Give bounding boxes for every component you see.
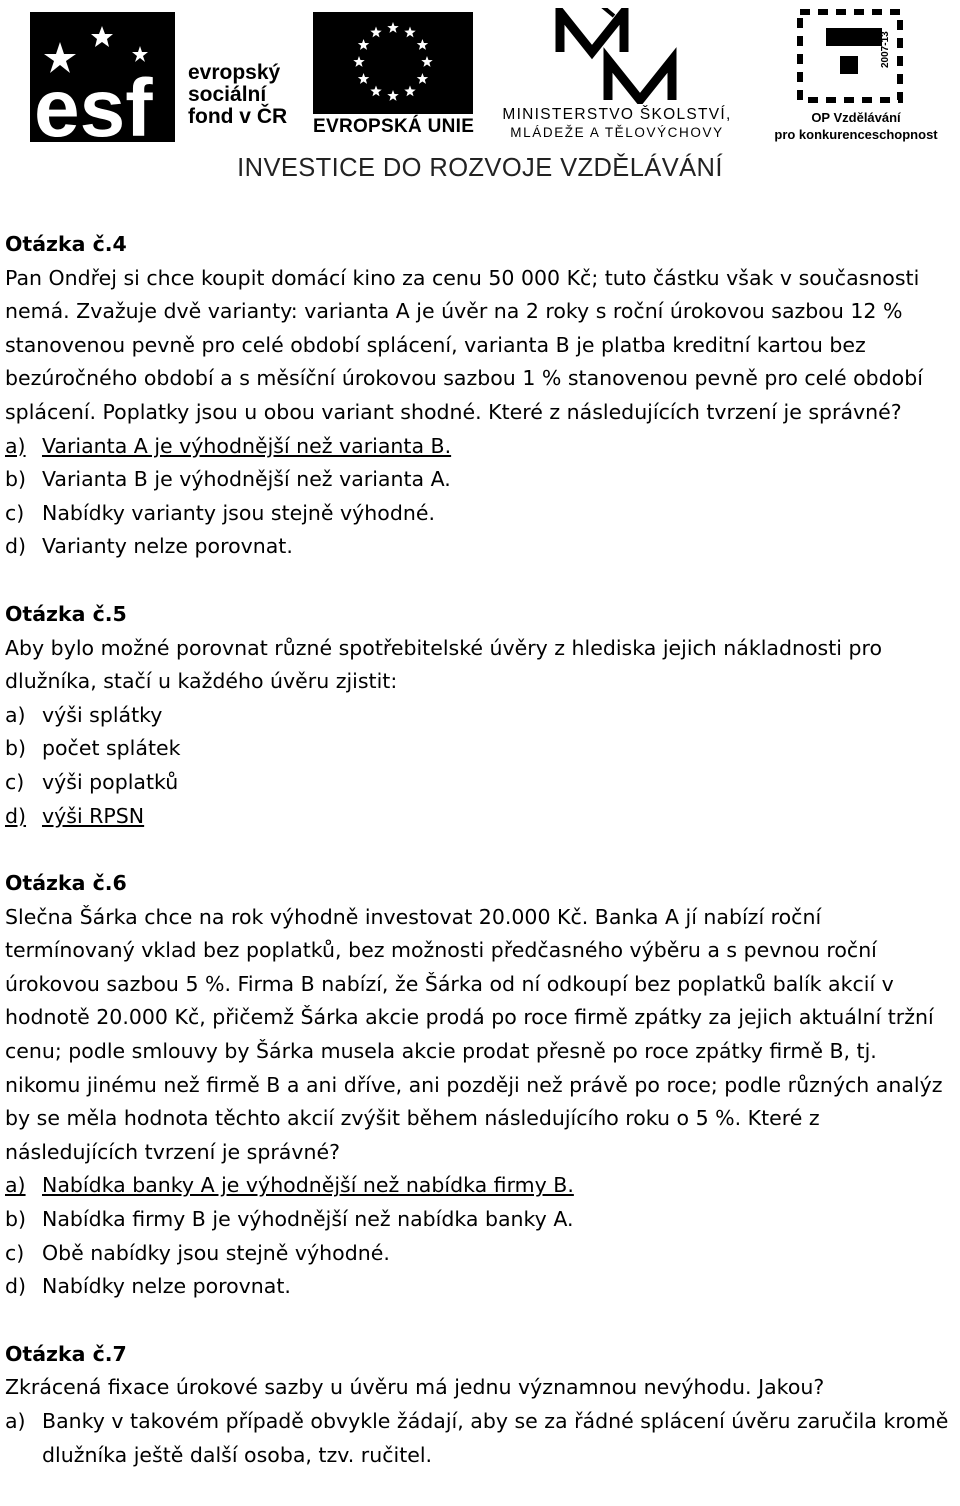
question-6 (5, 867, 957, 1304)
option-text: Nabídka firmy B je výhodnější než nabídka banky A. (42, 1207, 574, 1232)
svg-text:esf: esf (34, 63, 153, 142)
header-logos (0, 0, 960, 195)
option-text: Banky v takovém případě obvykle žádají, aby se za řádné splácení úvěru zaručila kromě dlužníka ještě další osoba, tzv. ručitel. (42, 1409, 949, 1467)
msmt-logo (482, 8, 752, 138)
esf-logo (30, 12, 175, 142)
answer-option (5, 463, 957, 497)
question-title: Otázka č.6 (5, 871, 127, 896)
msmt-mark-icon (552, 8, 682, 104)
option-letter: c) (5, 1240, 25, 1265)
option-letter: d) (5, 534, 27, 559)
question-5 (5, 598, 957, 833)
question-4 (5, 228, 957, 564)
msmt-line2: MLÁDEŽE A TĚLOVÝCHOVY (510, 125, 724, 140)
question-text: Pan Ondřej si chce koupit domácí kino za cenu 50 000 Kč; tuto částku však v současnosti nemá. Zvažuje dvě varianty: varianta A je úvěr na 2 roky s roční úrokovou sazbou 12 % stanovenou pevně pro celé období splácení, varianta B je platba kreditní kartou bez bezúročného období a s měsíční úrokovou sazbou 1 % stanovenou pevně pro celé období splácení. Poplatky jsou u obou variant shodné. Které z následujících tvrzení je správné? (5, 265, 923, 424)
answer-option (5, 732, 957, 766)
option-text: Varianty nelze porovnat. (42, 534, 293, 559)
option-text: počet splátek (42, 736, 181, 761)
option-text: Nabídka banky A je výhodnější než nabídka firmy B. (42, 1173, 574, 1198)
answer-option (5, 1270, 957, 1304)
answer-option (5, 1237, 957, 1271)
question-text: Slečna Šárka chce na rok výhodně investovat 20.000 Kč. Banka A jí nabízí roční termínovaný vklad bez poplatků, bez možnosti předčasného výběru a s pevnou roční úrokovou sazbou 5 %. Firma B nabízí, že Šárka od ní odkoupí bez poplatků balík akcií v hodnotě 20.000 Kč, přičemž Šárka akcie prodá po roce firmě zpátky za jejich aktuální tržní cenu; podle smlouvy by Šárka musela akcie prodat přesně po roce zpátky firmě B, tj. nikomu jinému než firmě B a ani dříve, ani později než právě po roce; podle různých analýz by se měla hodnota těchto akcií zvýšit během následujícího roku o 5 %. Které z následujících tvrzení je správné? (5, 904, 943, 1164)
option-letter: d) (5, 803, 27, 828)
option-letter: b) (5, 1207, 27, 1232)
eu-logo (313, 12, 473, 137)
op-line1: OP Vzdělávání (811, 110, 901, 125)
eu-flag-icon (313, 12, 473, 114)
option-underlined (5, 800, 144, 834)
answer-option (5, 1203, 957, 1237)
answer-option (5, 530, 957, 564)
question-text: Aby bylo možné porovnat různé spotřebitelské úvěry z hlediska jejich nákladnosti pro dlužníka, stačí u každého úvěru zjistit: (5, 635, 883, 694)
option-underlined (5, 1169, 574, 1203)
option-text: výši splátky (42, 702, 163, 727)
answer-option (5, 766, 957, 800)
option-letter: a) (5, 1409, 26, 1433)
answer-option (5, 699, 957, 733)
esf-text: evropský sociální fond v ČR (188, 61, 288, 128)
op-years: 2007-13 (880, 31, 891, 68)
question-title: Otázka č.7 (5, 1341, 127, 1366)
option-letter: c) (5, 769, 25, 794)
answer-option (5, 1169, 957, 1203)
eu-text: EVROPSKÁ UNIE (313, 116, 475, 137)
op-line2: pro konkurenceschopnost (774, 127, 938, 142)
option-text: Nabídky nelze porovnat. (42, 1274, 291, 1299)
answer-option (5, 1405, 957, 1472)
option-text: výši poplatků (42, 769, 179, 794)
answer-option (5, 430, 957, 464)
option-letter: b) (5, 736, 27, 761)
question-text: Zkrácená fixace úrokové sazby u úvěru má jednu významnou nevýhodu. Jakou? (5, 1375, 825, 1400)
op-logo (766, 8, 946, 142)
option-letter: c) (5, 500, 25, 525)
answer-option (5, 497, 957, 531)
option-text: výši RPSN (42, 803, 145, 828)
option-text: Varianta B je výhodnější než varianta A. (42, 467, 451, 492)
option-text: Obě nabídky jsou stejně výhodné. (42, 1240, 390, 1265)
investice-banner: INVESTICE DO ROZVOJE VZDĚLÁVÁNÍ (237, 154, 723, 182)
question-7 (5, 1338, 957, 1472)
option-text: Nabídky varianty jsou stejně výhodné. (42, 500, 435, 525)
op-mark-icon (796, 8, 906, 104)
question-title: Otázka č.4 (5, 232, 127, 256)
answer-option (5, 800, 957, 834)
msmt-line1: MINISTERSTVO ŠKOLSTVÍ, (502, 106, 732, 123)
option-letter: a) (5, 1173, 26, 1198)
option-letter: a) (5, 702, 26, 727)
option-text: Varianta A je výhodnější než varianta B. (42, 433, 452, 458)
option-letter: a) (5, 433, 26, 458)
question-title: Otázka č.5 (5, 601, 127, 626)
document-body (5, 228, 957, 1506)
option-letter: d) (5, 1274, 27, 1299)
option-letter: b) (5, 467, 27, 492)
